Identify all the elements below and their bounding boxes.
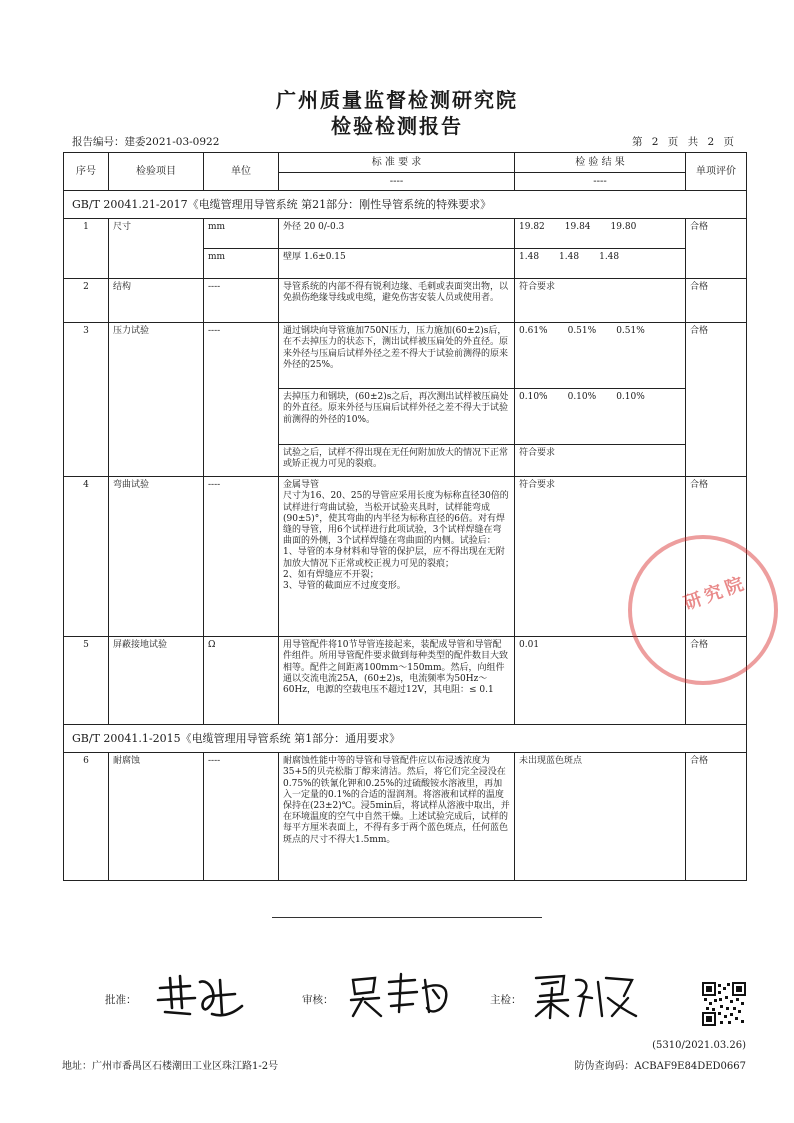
row-item: 耐腐蚀 [109,753,204,881]
row-eval: 合格 [686,219,747,279]
row-item: 压力试验 [109,323,204,477]
row-unit: ---- [204,753,279,881]
standard-title: GB/T 20041.1-2015《电缆管理用导管系统 第1部分：通用要求》 [64,725,747,753]
report-number: 报告编号：建委2021-03-0922 [72,136,220,148]
row-seq: 1 [64,219,109,279]
row-unit: ---- [204,323,279,477]
result-dash: ---- [515,173,686,191]
col-item-header: 检验项目 [109,153,204,191]
row-seq: 3 [64,323,109,477]
row-eval: 合格 [686,477,747,637]
row-item: 尺寸 [109,219,204,279]
address: 地址：广州市番禺区石楼潮田工业区珠江路1-2号 [62,1061,279,1072]
row-result: 符合要求 [515,477,686,637]
result-value: 1.48 [559,252,580,263]
result-value: 0.10% [519,392,548,403]
table-row [64,279,747,323]
result-value: 0.10% [616,392,645,403]
table-row [64,637,747,725]
approve-label: 批准： [105,994,137,1006]
row-seq: 4 [64,477,109,637]
row-requirement: 导管系统的内部不得有锐利边缘、毛刺或表面突出物，以免损伤绝缘导线或电缆，避免伤害安装人员或使用者。 [279,279,515,323]
result-value: 1.48 [519,252,540,263]
col-std-header: 标 准 要 求 [279,153,515,173]
approver-signature [150,968,250,1022]
row-requirement: 用导管配件将10节导管连接起来，装配成导管和导管配件组件。所用导管配件要求做到每种类型的配件数目大致相等。配件之间距离100mm～150mm。然后，向组件通以交流电流25A，(60±2)s，电流频率为50Hz～60Hz，电源的空载电压不超过12V，其电阻：≤ 0.1 [279,637,515,725]
qr-code-icon [702,982,746,1026]
col-seq-header: 序号 [64,153,109,191]
page-info: 第 2 页 共 2 页 [631,136,734,148]
row-result: 未出现蓝色斑点 [515,753,686,881]
review-label: 审核： [302,994,334,1006]
report-table [63,152,747,881]
inspect-label: 主检： [490,994,522,1006]
inspector-signature [528,968,643,1022]
table-row [64,219,747,249]
table-row [64,323,747,389]
standard-row [64,725,747,753]
std-dash: ---- [279,173,515,191]
row-seq: 2 [64,279,109,323]
end-divider [272,917,542,918]
document-title: 检验检测报告 [331,114,463,138]
report-code: (5310/2021.03.26) [652,1040,746,1051]
row-seq: 5 [64,637,109,725]
row-item: 屏蔽接地试验 [109,637,204,725]
result-value: 19.82 [519,222,545,233]
table-row [64,477,747,637]
standard-title: GB/T 20041.21-2017《电缆管理用导管系统 第21部分：刚性导管系统的特殊要求》 [64,191,747,219]
reviewer-signature [345,968,460,1022]
result-value: 0.51% [616,326,645,337]
row-eval: 合格 [686,753,747,881]
row-requirement: 外径 20 0/-0.3 [279,219,515,249]
org-name: 广州质量监督检测研究院 [276,88,518,112]
row-result: 0.01 [515,637,686,725]
row-result [515,249,686,279]
result-value: 19.80 [610,222,637,233]
result-value: 0.51% [567,326,597,337]
row-requirement: 耐腐蚀性能中等的导管和导管配件应以布浸透浓度为35+5的贝壳松脂丁醇来清洁。然后，将它们完全浸没在0.75%的铁氰化钾和0.25%的过硫酸铵水溶液里，再加入一定量的0.1%的合适的湿润剂。将溶液和试样的温度保持在(23±2)℃。浸5min后，将试样从溶液中取出，并在环境温度的空气中自然干燥。上述试验完成后，试样的每平方厘米表面上，不得有多于两个蓝色斑点，任何蓝色斑点的尺寸不得大1.5mm。 [279,753,515,881]
row-unit: mm [204,219,279,249]
result-value: 19.84 [564,222,591,233]
result-value: 0.10% [567,392,597,403]
table-header-row [64,153,747,173]
row-requirement: 壁厚 1.6±0.15 [279,249,515,279]
row-result: 符合要求 [515,279,686,323]
row-item: 结构 [109,279,204,323]
col-eval-header: 单项评价 [686,153,747,191]
row-eval: 合格 [686,637,747,725]
row-unit: ---- [204,279,279,323]
result-value: 1.48 [599,252,620,263]
row-item: 弯曲试验 [109,477,204,637]
row-requirement: 通过钢块向导管施加750N压力，压力施加(60±2)s后，在不去掉压力的状态下，测出试样被压扁处的外直径。原来外径与压扁后试样外径之差不得大于试验前测得的原来外径的25%。 [279,323,515,389]
standard-row [64,191,747,219]
col-result-header: 检 验 结 果 [515,153,686,173]
row-unit: Ω [204,637,279,725]
result-value: 0.61% [519,326,548,337]
row-unit: ---- [204,477,279,637]
row-eval: 合格 [686,323,747,477]
row-requirement: 金属导管 尺寸为16、20、25的导管应采用长度为标称直径30倍的试样进行弯曲试验，当松开试验夹具时，试样能弯成(90±5)°，使其弯曲的内半径为标称直径的6倍。对有焊缝的导管，用6个试样进行此项试验，3个试样焊缝在弯曲面的外侧，3个试样焊缝在弯曲面的内侧。试验后： 1、导管的本身材料和导管的保护层，应不得出现在无附加放大情况下正常或校正视力可见的裂痕； 2、如有焊缝应不开裂； 3、导管的截面应不过度变形。 [279,477,515,637]
row-unit: mm [204,249,279,279]
row-result [515,389,686,445]
row-result [515,219,686,249]
row-eval: 合格 [686,279,747,323]
row-result [515,323,686,389]
table-row [64,753,747,881]
verification-code: 防伪查询码：ACBAF9E84DED0667 [574,1061,746,1072]
row-requirement: 试验之后，试样不得出现在无任何附加放大的情况下正常或矫正视力可见的裂痕。 [279,445,515,477]
col-unit-header: 单位 [204,153,279,191]
official-seal-stamp: 研究院 [628,535,778,685]
row-result: 符合要求 [515,445,686,477]
row-seq: 6 [64,753,109,881]
row-requirement: 去掉压力和钢块，(60±2)s之后，再次测出试样被压扁处的外直径。原来外径与压扁后试样外径之差不得大于试验前测得的外径的10%。 [279,389,515,445]
